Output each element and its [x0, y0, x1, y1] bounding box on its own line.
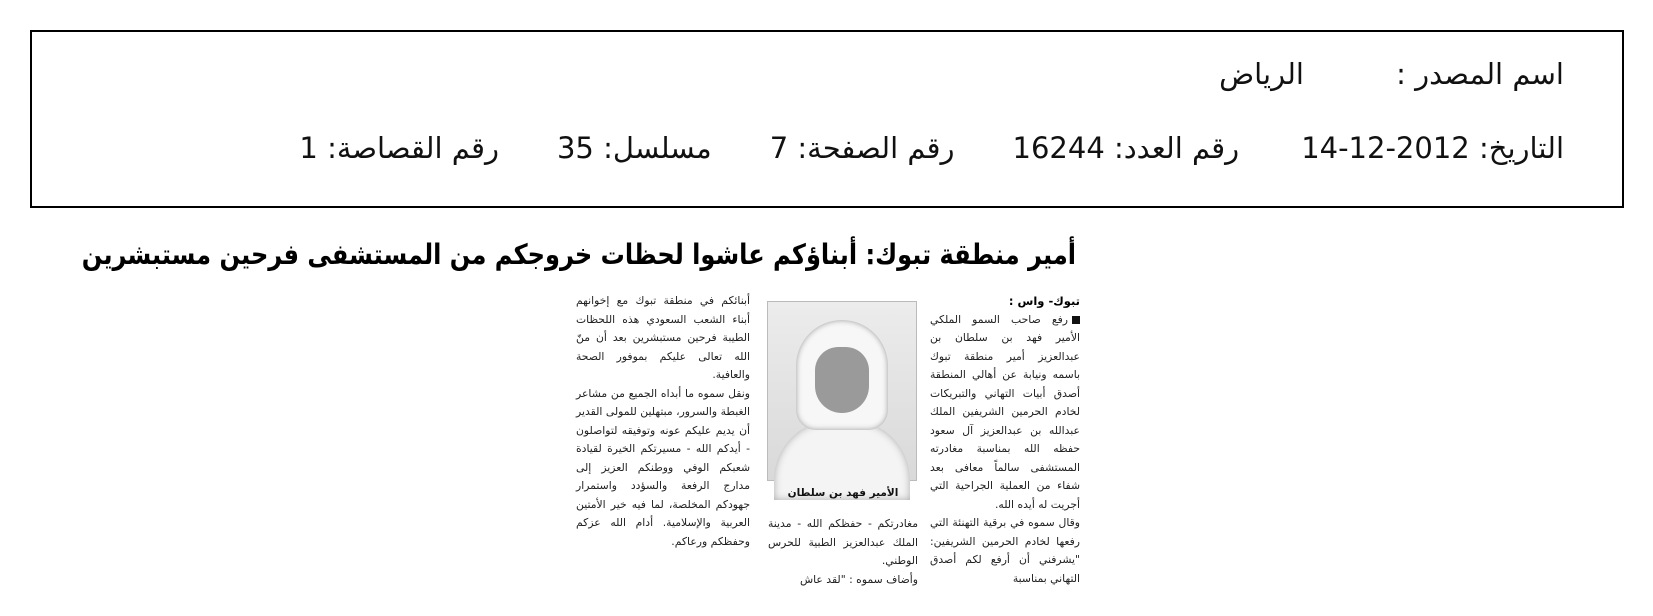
issue-label: رقم العدد: [1114, 131, 1240, 165]
issue-value: 16244 [1012, 131, 1105, 165]
article-paragraph-1 [930, 311, 1080, 515]
page-field [770, 130, 955, 166]
article-paragraph-5: أبنائكم في منطقة تبوك مع إخوانهم أبناء الشعب السعودي هذه اللحظات الطيبة فرحين مستبشرين بعد أن منّ الله تعالى عليكم بموفور الصحة والعافية. [576, 294, 750, 381]
newspaper-clipping [81, 228, 1084, 616]
page-value: 7 [769, 131, 789, 165]
article-paragraph-3: مغادرتكم - حفظكم الله - مدينة الملك عبدالعزيز الطبية للحرس الوطني. [768, 517, 918, 567]
date-field [1301, 130, 1564, 166]
article-paragraph-2: وقال سموه في برقية التهنئة التي رفعها لخادم الحرمين الشريفين: "يشرفني أن أرفع لكم أصدق التهاني بمناسبة [930, 516, 1080, 585]
article-middle-column [768, 515, 918, 589]
bullet-icon [1072, 316, 1080, 324]
page-label: رقم الصفحة: [797, 131, 955, 165]
serial-label: مسلسل: [603, 131, 712, 165]
clip-field [299, 130, 499, 166]
serial-value: 35 [556, 131, 594, 165]
article-paragraph-6: ونقل سموه ما أبداه الجميع من مشاعر الغبطة والسرور، مبتهلين للمولى القدير أن يديم عليكم عونه وتوفيقه لتواصلون - أيدكم الله - مسيرتكم الخيرة لقيادة شعبكم الوفي ووطنكم العزيز إلى مدارج الرفعة والسؤدد واستمرار جهودكم المخلصة، لما فيه خير الأمتين العربية والإسلامية. أدام الله عزكم وحفظكم ورعاكم. [576, 386, 750, 548]
details-row [299, 130, 1564, 166]
photo-caption: الأمير فهد بن سلطان [787, 487, 899, 499]
article-dateline: تبوك- واس : [1008, 294, 1080, 308]
source-metadata-box [30, 30, 1624, 208]
source-row [1219, 56, 1564, 92]
article-right-column [930, 292, 1080, 588]
photo-face [815, 347, 869, 413]
article-paragraph-4: وأضاف سموه : "لقد عاش [799, 572, 918, 586]
serial-field [557, 130, 712, 166]
clip-value: 1 [299, 131, 318, 165]
source-label: اسم المصدر : [1396, 57, 1564, 91]
clip-label: رقم القصاصة: [327, 131, 499, 165]
portrait-photo [767, 301, 917, 481]
issue-field [1013, 130, 1240, 166]
article-headline: أمير منطقة تبوك: أبناؤكم عاشوا لحظات خروجكم من المستشفى فرحين مستبشرين [81, 238, 1076, 271]
paragraph-1-text: رفع صاحب السمو الملكي الأمير فهد بن سلطان بن عبدالعزيز أمير منطقة تبوك باسمه ونيابة عن أهالي المنطقة أصدق أبيات التهاني والتبريكات لخادم الحرمين الشريفين الملك عبدالله بن عبدالعزيز آل سعود حفظه الله بمناسبة مغادرته المستشفى سالماً معافى بعد شفاء من العملية الجراحية التي أجريت له أيده الله. [930, 312, 1080, 511]
article-left-column [576, 292, 750, 551]
date-label: التاريخ: [1478, 131, 1564, 165]
source-value: الرياض [1219, 57, 1304, 91]
date-value: 14-12-2012 [1301, 131, 1470, 165]
